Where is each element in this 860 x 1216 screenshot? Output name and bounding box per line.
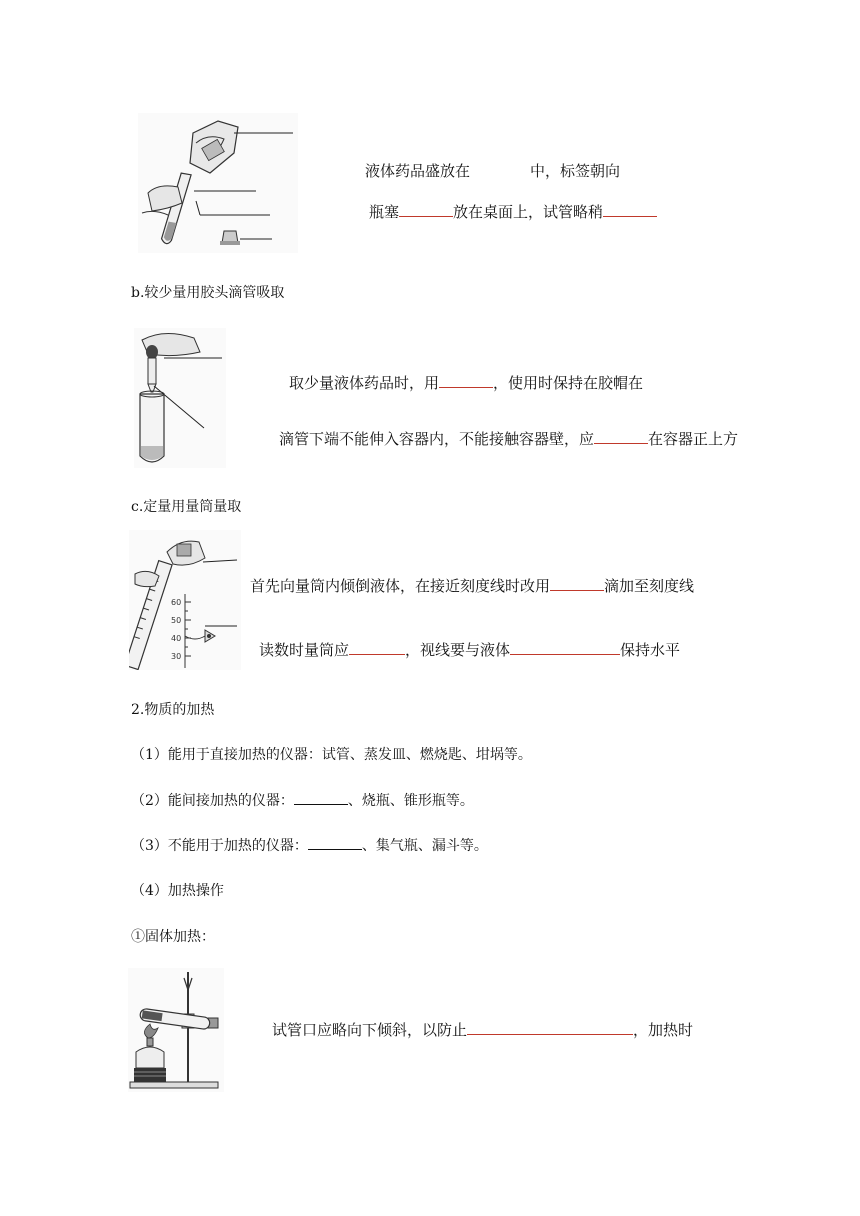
tick-label-30: 30 — [171, 652, 182, 661]
tube-tilt-blank[interactable] — [603, 202, 657, 217]
section-heating-title: 2.物质的加热 — [131, 702, 215, 718]
pouring-liquid-illustration — [138, 113, 298, 253]
pour-line1-text: 液体药品盛放在 — [365, 162, 471, 180]
indirect-heating-blank[interactable] — [294, 792, 348, 805]
solid-heating-line-1 — [272, 1019, 693, 1040]
pour-line-2 — [369, 201, 657, 222]
heading-dropper: b.较少量用胶头滴管吸取 — [131, 285, 285, 301]
tube-tilt-reason-blank[interactable] — [467, 1020, 633, 1035]
cylinder-line2-prefix: 读数时量筒应 — [259, 641, 350, 659]
cylinder-line1-prefix: 首先向量筒内倾倒液体，在接近刻度线时改用 — [250, 577, 551, 595]
pour-line1-mid: 中，标签朝向 — [530, 162, 621, 180]
cylinder-line2-suffix: 保持水平 — [620, 641, 681, 659]
stopper-blank[interactable] — [399, 202, 453, 217]
tick-label-50: 50 — [171, 616, 182, 625]
heating-item3-prefix: （3）不能用于加热的仪器： — [131, 838, 308, 854]
solid-heating-label: ①固体加热： — [131, 929, 215, 945]
heating-item-3 — [131, 835, 488, 855]
solid-heating-illustration — [128, 968, 224, 1092]
solid-line1-suffix: ，加热时 — [633, 1021, 694, 1039]
cylinder-line-1 — [250, 575, 694, 596]
dropper-line1-suffix: ，使用时保持在胶帽在 — [493, 374, 644, 392]
solid-line1-prefix: 试管口应略向下倾斜，以防止 — [272, 1021, 468, 1039]
heating-item3-suffix: 、集气瓶、漏斗等。 — [361, 838, 488, 854]
cylinder-line-2 — [259, 639, 680, 660]
dropper-line-1 — [289, 372, 643, 393]
heating-item2-prefix: （2）能间接加热的仪器： — [131, 793, 294, 809]
tick-label-40: 40 — [171, 634, 182, 643]
liquid-level-blank[interactable] — [510, 640, 620, 655]
heating-item-4: （4）加热操作 — [131, 883, 224, 899]
heating-item2-suffix: 、烧瓶、锥形瓶等。 — [347, 793, 474, 809]
pour-line2-mid: 放在桌面上，试管略稍 — [453, 203, 604, 221]
heading-cylinder: c.定量用量筒量取 — [131, 499, 242, 515]
cylinder-line2-mid: ，视线要与液体 — [405, 641, 511, 659]
cylinder-dropper-blank[interactable] — [550, 576, 604, 591]
dropper-blank[interactable] — [439, 373, 493, 388]
dropper-illustration — [134, 328, 226, 468]
tick-label-60: 60 — [171, 598, 182, 607]
cylinder-illustration — [129, 530, 241, 670]
cylinder-placement-blank[interactable] — [349, 640, 405, 655]
heating-item-1: （1）能用于直接加热的仪器：试管、蒸发皿、燃烧匙、坩埚等。 — [131, 747, 532, 763]
pour-line2-prefix: 瓶塞 — [369, 203, 400, 221]
dropper-position-blank[interactable] — [594, 429, 648, 444]
no-heating-blank[interactable] — [308, 837, 362, 850]
dropper-line2-prefix: 滴管下端不能伸入容器内，不能接触容器壁，应 — [279, 430, 595, 448]
heating-item-2 — [131, 790, 474, 810]
dropper-line-2 — [279, 428, 738, 449]
dropper-line2-suffix: 在容器正上方 — [648, 430, 739, 448]
dropper-line1-prefix: 取少量液体药品时，用 — [289, 374, 440, 392]
cylinder-line1-suffix: 滴加至刻度线 — [604, 577, 695, 595]
pour-line-1 — [365, 160, 620, 181]
